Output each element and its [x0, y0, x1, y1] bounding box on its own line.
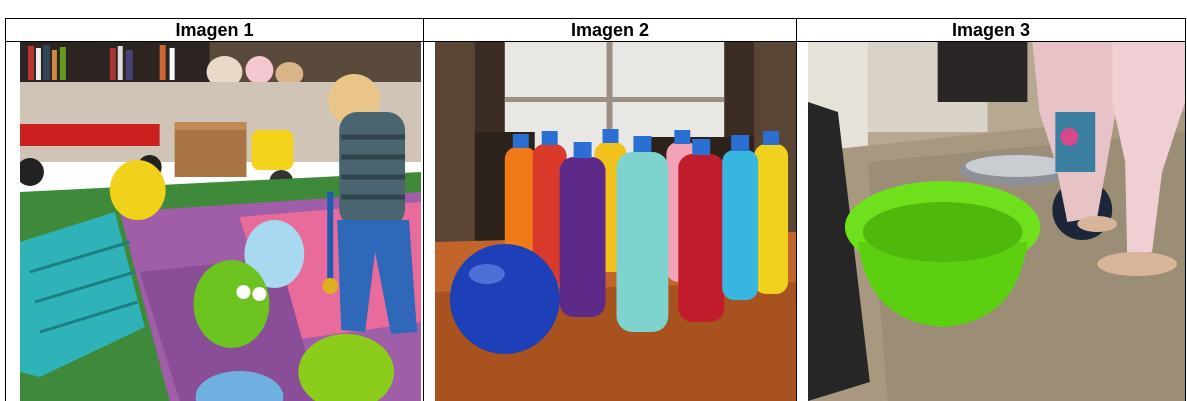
header-imagen-1: Imagen 1: [6, 19, 424, 42]
child-hitting-balloons-photo: [20, 42, 421, 401]
bottle-bowling-photo: [435, 42, 796, 401]
image-row: [6, 42, 1186, 401]
header-row: [6, 19, 1186, 42]
child-kicking-ball-basin-photo: [808, 42, 1185, 401]
cell-imagen-3: [797, 42, 1186, 401]
header-imagen-2: Imagen 2: [424, 19, 797, 42]
cell-imagen-1: [6, 42, 424, 401]
cell-imagen-2: [424, 42, 797, 401]
images-table: [5, 18, 1186, 401]
header-imagen-3: Imagen 3: [797, 19, 1186, 42]
